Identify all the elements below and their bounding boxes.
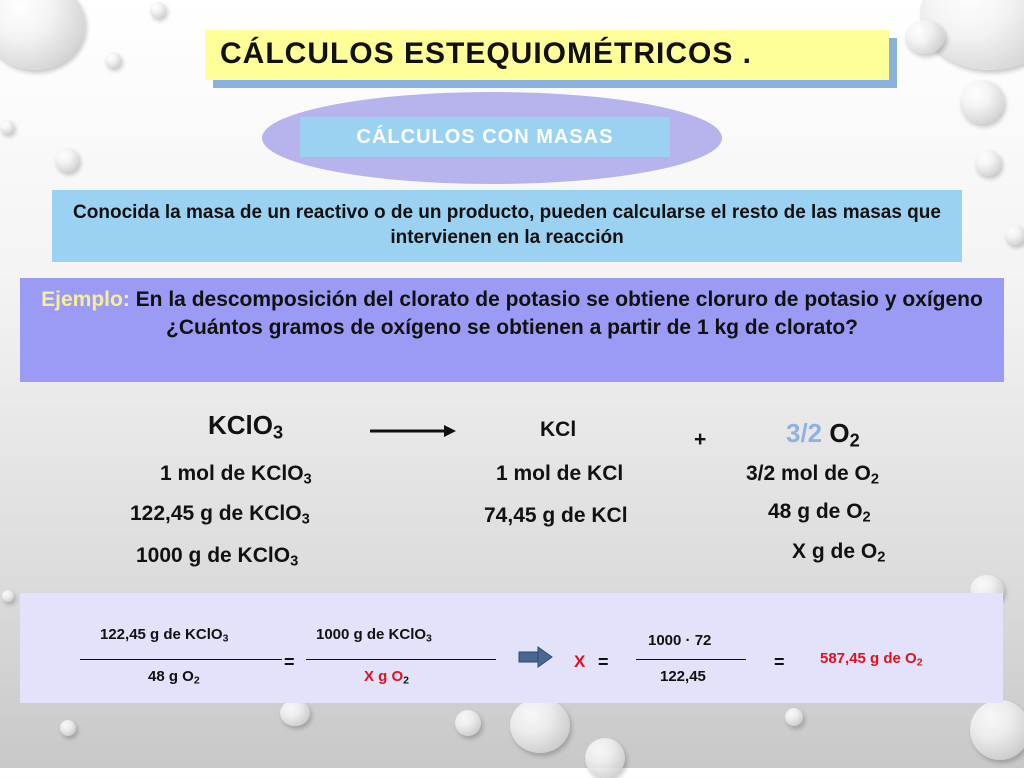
row1-reactant: 1 mol de KClO$_3$ bbox=[160, 462, 312, 488]
water-drop-decoration bbox=[0, 120, 14, 134]
equals-sign-3: = bbox=[774, 652, 785, 672]
water-drop-decoration bbox=[970, 700, 1024, 760]
water-drop-decoration bbox=[975, 150, 1001, 176]
fraction1-numerator: 122,45 g de KClO$_3$ bbox=[100, 626, 229, 645]
page-title: CÁLCULOS ESTEQUIOMÉTRICOS . bbox=[220, 37, 753, 70]
intro-text: Conocida la masa de un reactivo o de un producto, pueden calcularse el resto de las masas que intervienen en la reacción bbox=[52, 190, 962, 262]
water-drop-decoration bbox=[785, 708, 803, 726]
fraction1-bar bbox=[80, 659, 282, 660]
product1-formula: KCl bbox=[540, 418, 577, 441]
water-drop-decoration bbox=[455, 710, 481, 736]
reaction-arrow bbox=[368, 424, 458, 438]
example-box bbox=[20, 278, 1004, 382]
water-drop-decoration bbox=[280, 700, 310, 726]
water-drop-decoration bbox=[510, 698, 570, 753]
row1-product2: 3/2 mol de $O_2$ bbox=[746, 462, 880, 488]
row2-reactant: 122,45 g de KClO$_3$ bbox=[130, 502, 310, 528]
water-drop-decoration bbox=[0, 0, 85, 70]
fraction2-numerator: 1000 g de KClO$_3$ bbox=[316, 626, 432, 645]
water-drop-decoration bbox=[905, 20, 945, 54]
implies-arrow-icon bbox=[518, 646, 554, 668]
water-drop-decoration bbox=[585, 738, 625, 778]
reactant-formula: KClO$_3$ bbox=[208, 410, 284, 443]
water-drop-decoration bbox=[2, 590, 14, 602]
fraction3-numerator: 1000 · 72 bbox=[648, 632, 712, 649]
fraction2-bar bbox=[306, 659, 496, 660]
x-variable: X bbox=[574, 652, 586, 671]
water-drop-decoration bbox=[1005, 225, 1024, 245]
row2-product2: 48 g de $O_2$ bbox=[768, 500, 871, 526]
plus-sign: + bbox=[694, 428, 707, 451]
subtitle: CÁLCULOS CON MASAS bbox=[356, 126, 614, 148]
row2-product1: 74,45 g de KCl bbox=[484, 504, 628, 527]
row3-product2: X g de $O_2$ bbox=[792, 540, 886, 566]
example-label: Ejemplo: bbox=[41, 288, 130, 311]
equals-sign-1: = bbox=[284, 652, 295, 672]
row3-reactant: 1000 g de KClO$_3$ bbox=[136, 544, 299, 570]
product2-coefficient: 3/2 bbox=[786, 418, 823, 448]
water-drop-decoration bbox=[150, 2, 166, 18]
example-text: En la descomposición del clorato de potasio se obtiene cloruro de potasio y oxígeno ¿Cuántos gramos de oxígeno se obtienen a partir de 1 kg de clorato? bbox=[129, 288, 983, 339]
water-drop-decoration bbox=[105, 52, 121, 68]
product2-formula: 3/2 $O_2$ bbox=[786, 418, 860, 451]
result-value: 587,45 g de $O_2$ bbox=[820, 650, 923, 669]
fraction3-bar bbox=[636, 659, 746, 660]
fraction2-denominator: X g $O_2$ bbox=[364, 668, 410, 687]
fraction3-denominator: 122,45 bbox=[660, 668, 706, 685]
water-drop-decoration bbox=[55, 148, 79, 172]
fraction1-denominator: 48 g $O_2$ bbox=[148, 668, 200, 687]
row1-product1: 1 mol de KCl bbox=[496, 462, 624, 485]
water-drop-decoration bbox=[960, 80, 1004, 124]
water-drop-decoration bbox=[60, 720, 76, 736]
equals-sign-2: = bbox=[598, 652, 609, 672]
